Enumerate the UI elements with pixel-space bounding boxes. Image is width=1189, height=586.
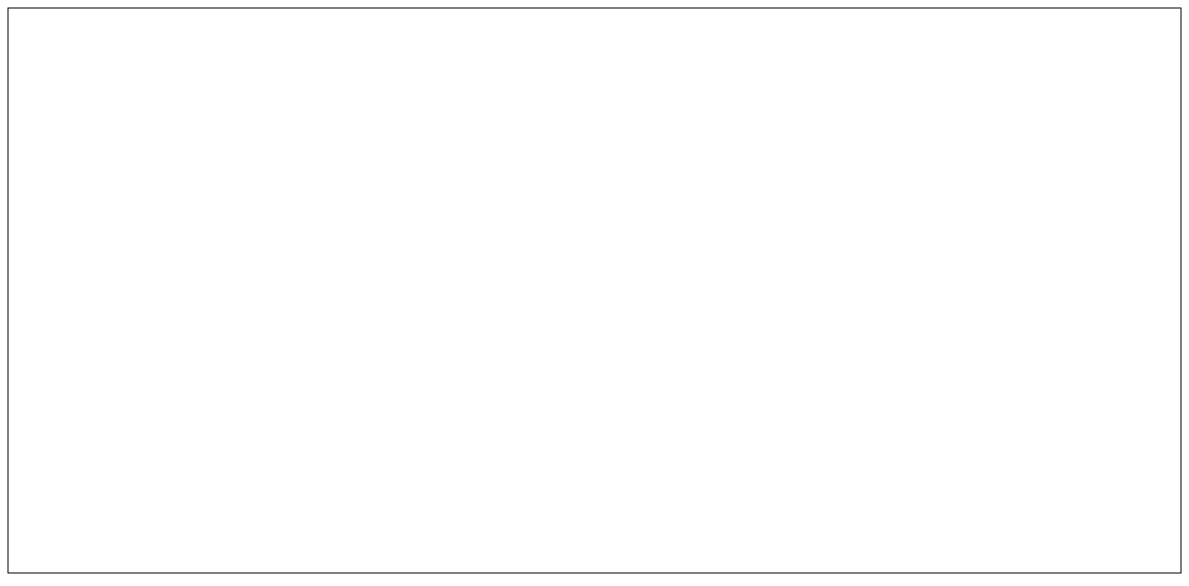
sheet-frame (8, 8, 1181, 573)
